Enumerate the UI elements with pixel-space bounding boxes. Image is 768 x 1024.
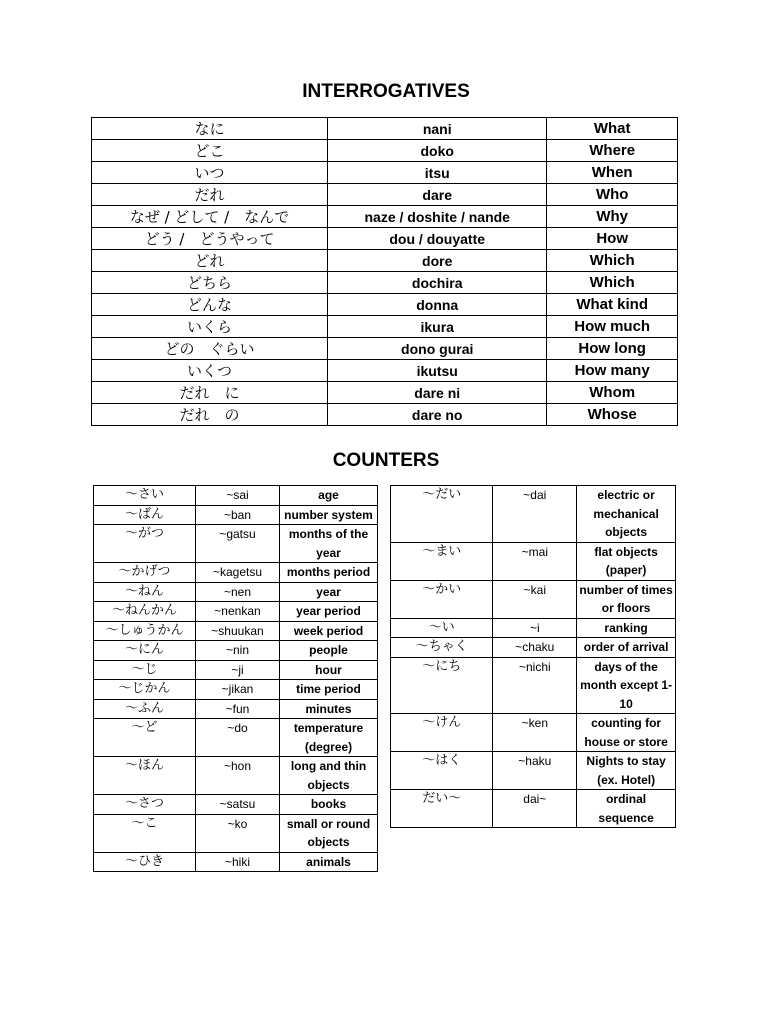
romaji-cell: ~jikan [196,680,280,700]
table-row [92,404,678,426]
kana-cell: ～まい [391,542,493,580]
kana-cell: ～しゅうかん [94,621,196,641]
meaning-cell: What [547,118,678,140]
romaji-cell: dono gurai [328,338,547,360]
table-row [92,338,678,360]
romaji-cell: dou / douyatte [328,228,547,250]
kana-cell: ～だい [391,486,493,543]
romaji-cell: ~do [196,719,280,757]
meaning-cell: Whom [547,382,678,404]
kana-cell: ～ばん [94,505,196,525]
meaning-cell: small or round objects [280,814,378,852]
romaji-cell: ~ban [196,505,280,525]
romaji-cell: ~nen [196,582,280,602]
meaning-cell: How [547,228,678,250]
meaning-cell: temperature (degree) [280,719,378,757]
kana-cell: ～にん [94,641,196,661]
romaji-cell: itsu [328,162,547,184]
kana-cell: いくら [92,316,328,338]
table-row [92,140,678,162]
romaji-cell: ~mai [493,542,577,580]
romaji-cell: ~kai [493,580,577,618]
romaji-cell: ~nichi [493,657,577,714]
table-row [391,790,676,828]
table-row [92,272,678,294]
romaji-cell: ~fun [196,699,280,719]
meaning-cell: year [280,582,378,602]
kana-cell: ～がつ [94,525,196,563]
table-row [92,316,678,338]
meaning-cell: Where [547,140,678,162]
table-row [391,638,676,658]
meaning-cell: animals [280,852,378,872]
table-row [391,618,676,638]
kana-cell: ～さい [94,486,196,506]
romaji-cell: nani [328,118,547,140]
kana-cell: だれ [92,184,328,206]
romaji-cell: ~i [493,618,577,638]
table-row [92,294,678,316]
table-row [391,714,676,752]
kana-cell: ～ふん [94,699,196,719]
meaning-cell: How much [547,316,678,338]
romaji-cell: ~ken [493,714,577,752]
table-row [94,602,378,622]
counters-title: COUNTERS [332,450,440,471]
romaji-cell: ~nin [196,641,280,661]
meaning-cell: time period [280,680,378,700]
meaning-cell: minutes [280,699,378,719]
romaji-cell: ~hon [196,757,280,795]
table-row [92,118,678,140]
table-row [94,814,378,852]
meaning-cell: long and thin objects [280,757,378,795]
meaning-cell: What kind [547,294,678,316]
romaji-cell: ~sai [196,486,280,506]
romaji-cell: ~ko [196,814,280,852]
meaning-cell: days of the month except 1-10 [577,657,676,714]
kana-cell: どんな [92,294,328,316]
table-row [94,486,378,506]
meaning-cell: Who [547,184,678,206]
meaning-cell: counting for house or store [577,714,676,752]
romaji-cell: dochira [328,272,547,294]
meaning-cell: electric or mechanical objects [577,486,676,543]
meaning-cell: ordinal sequence [577,790,676,828]
romaji-cell: ~shuukan [196,621,280,641]
kana-cell: ～ねん [94,582,196,602]
meaning-cell: number of times or floors [577,580,676,618]
meaning-cell: When [547,162,678,184]
meaning-cell: Why [547,206,678,228]
kana-cell: だれ に [92,382,328,404]
table-row [92,184,678,206]
kana-cell: ～い [391,618,493,638]
romaji-cell: ~chaku [493,638,577,658]
kana-cell: なぜ / どして / なんで [92,206,328,228]
kana-cell: ～ど [94,719,196,757]
counters-table-left [93,485,378,872]
interrogatives-table [91,117,678,426]
kana-cell: どう / どうやって [92,228,328,250]
meaning-cell: hour [280,660,378,680]
table-row [94,680,378,700]
kana-cell: なに [92,118,328,140]
meaning-cell: age [280,486,378,506]
table-row [92,250,678,272]
table-row [94,699,378,719]
kana-cell: ～かげつ [94,563,196,583]
romaji-cell: naze / doshite / nande [328,206,547,228]
romaji-cell: ikura [328,316,547,338]
meaning-cell: people [280,641,378,661]
table-row [94,719,378,757]
kana-cell: だれ の [92,404,328,426]
meaning-cell: Whose [547,404,678,426]
kana-cell: ～にち [391,657,493,714]
romaji-cell: ~haku [493,752,577,790]
kana-cell: ～さつ [94,795,196,815]
romaji-cell: dai~ [493,790,577,828]
romaji-cell: ~ji [196,660,280,680]
romaji-cell: dore [328,250,547,272]
kana-cell: ～ひき [94,852,196,872]
meaning-cell: flat objects (paper) [577,542,676,580]
kana-cell: ～ちゃく [391,638,493,658]
romaji-cell: dare no [328,404,547,426]
meaning-cell: books [280,795,378,815]
romaji-cell: dare [328,184,547,206]
table-row [94,852,378,872]
meaning-cell: number system [280,505,378,525]
romaji-cell: ~dai [493,486,577,543]
kana-cell: ～けん [391,714,493,752]
table-row [92,382,678,404]
table-row [94,621,378,641]
meaning-cell: ranking [577,618,676,638]
table-row [94,795,378,815]
meaning-cell: order of arrival [577,638,676,658]
kana-cell: ～かい [391,580,493,618]
table-row [391,580,676,618]
table-row [94,525,378,563]
table-row [391,657,676,714]
kana-cell: ～こ [94,814,196,852]
table-row [94,641,378,661]
table-row [391,542,676,580]
kana-cell: ～ねんかん [94,602,196,622]
kana-cell: ～はく [391,752,493,790]
counters-table-right [390,485,676,828]
kana-cell: いくつ [92,360,328,382]
romaji-cell: ~satsu [196,795,280,815]
table-row [92,228,678,250]
romaji-cell: doko [328,140,547,162]
table-row [94,757,378,795]
meaning-cell: How many [547,360,678,382]
meaning-cell: Nights to stay (ex. Hotel) [577,752,676,790]
meaning-cell: How long [547,338,678,360]
table-row [94,582,378,602]
table-row [94,660,378,680]
kana-cell: だい～ [391,790,493,828]
meaning-cell: Which [547,250,678,272]
romaji-cell: ~gatsu [196,525,280,563]
kana-cell: どこ [92,140,328,162]
meaning-cell: week period [280,621,378,641]
romaji-cell: ~hiki [196,852,280,872]
kana-cell: いつ [92,162,328,184]
table-row [92,206,678,228]
meaning-cell: months period [280,563,378,583]
romaji-cell: donna [328,294,547,316]
table-row [391,752,676,790]
romaji-cell: ikutsu [328,360,547,382]
table-row [92,360,678,382]
table-row [94,563,378,583]
kana-cell: ～じかん [94,680,196,700]
meaning-cell: Which [547,272,678,294]
kana-cell: どちら [92,272,328,294]
kana-cell: ～じ [94,660,196,680]
interrogatives-title: INTERROGATIVES [302,81,470,102]
table-row [94,505,378,525]
romaji-cell: dare ni [328,382,547,404]
meaning-cell: year period [280,602,378,622]
table-row [391,486,676,543]
romaji-cell: ~kagetsu [196,563,280,583]
table-row [92,162,678,184]
kana-cell: どの ぐらい [92,338,328,360]
kana-cell: どれ [92,250,328,272]
kana-cell: ～ほん [94,757,196,795]
meaning-cell: months of the year [280,525,378,563]
romaji-cell: ~nenkan [196,602,280,622]
